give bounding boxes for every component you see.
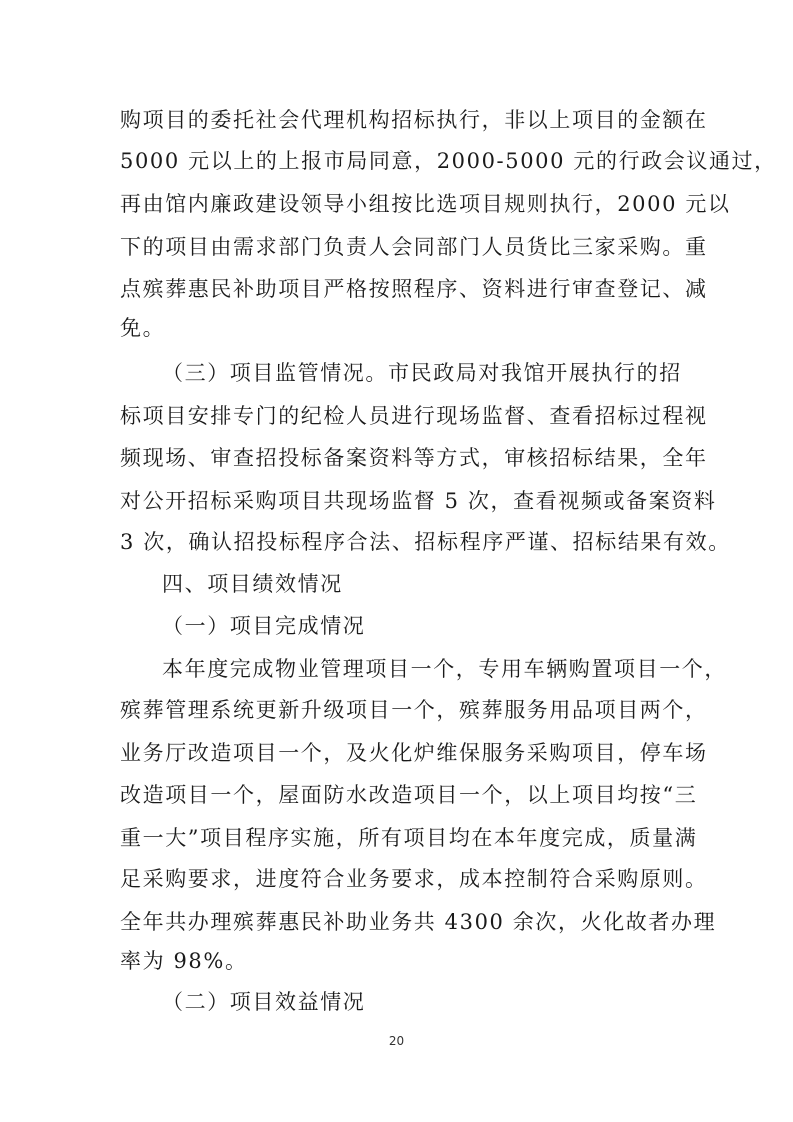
subsection-heading: （二）项目效益情况 bbox=[162, 990, 366, 1014]
paragraph-line: 本年度完成物业管理项目一个，专用车辆购置项目一个， bbox=[162, 657, 727, 681]
paragraph-line: 3 次，确认招投标程序合法、招标程序严谨、招标结果有效。 bbox=[120, 530, 731, 554]
paragraph-line: 频现场、审查招投标备案资料等方式，审核招标结果，全年 bbox=[120, 446, 708, 470]
subsection-heading: （一）项目完成情况 bbox=[162, 614, 366, 638]
paragraph-line: 点殡葬惠民补助项目严格按照程序、资料进行审查登记、减 bbox=[120, 277, 708, 301]
paragraph-line: 再由馆内廉政建设领导小组按比选项目规则执行，2000 元以 bbox=[120, 192, 731, 216]
paragraph-line: 改造项目一个，屋面防水改造项目一个，以上项目均按“三 bbox=[120, 783, 698, 807]
paragraph-line: 重一大”项目程序实施，所有项目均在本年度完成，质量满 bbox=[120, 826, 698, 850]
paragraph-line: 对公开招标采购项目共现场监督 5 次，查看视频或备案资料 bbox=[120, 489, 717, 513]
paragraph-line: 标项目安排专门的纪检人员进行现场监督、查看招标过程视 bbox=[120, 404, 708, 428]
paragraph-line: 全年共办理殡葬惠民补助业务共 4300 余次，火化故者办理 bbox=[120, 910, 717, 934]
paragraph-line: 购项目的委托社会代理机构招标执行，非以上项目的金额在 bbox=[120, 108, 708, 132]
paragraph-line: 免。 bbox=[120, 316, 166, 340]
paragraph-line: 殡葬管理系统更新升级项目一个，殡葬服务用品项目两个， bbox=[120, 698, 708, 722]
paragraph-line: 下的项目由需求部门负责人会同部门人员货比三家采购。重 bbox=[120, 235, 708, 259]
paragraph-line: 率为 98%。 bbox=[120, 949, 248, 973]
paragraph-line: 业务厅改造项目一个，及火化炉维保服务采购项目，停车场 bbox=[120, 741, 708, 765]
paragraph-line: 5000 元以上的上报市局同意，2000-5000 元的行政会议通过， bbox=[120, 149, 777, 173]
page-number: 20 bbox=[388, 1034, 405, 1048]
paragraph-line: （三）项目监管情况。市民政局对我馆开展执行的招 bbox=[162, 361, 682, 385]
section-heading: 四、项目绩效情况 bbox=[162, 572, 343, 596]
paragraph-line: 足采购要求，进度符合业务要求，成本控制符合采购原则。 bbox=[120, 867, 708, 891]
